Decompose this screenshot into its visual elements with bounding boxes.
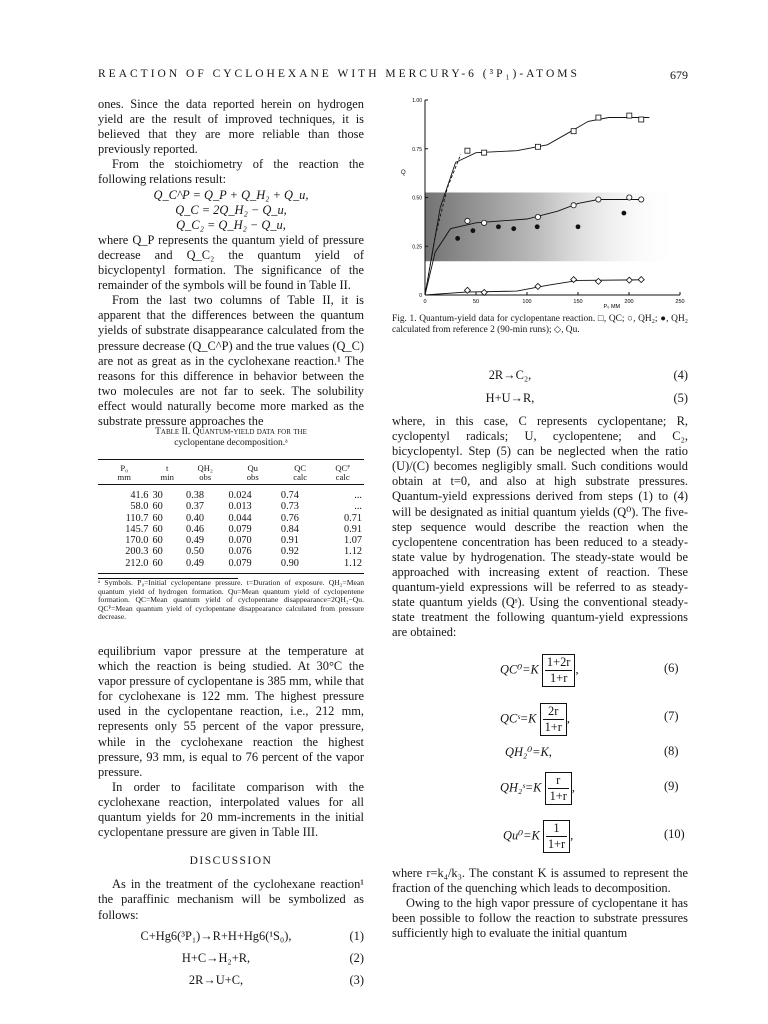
equation: Q_C = 2Q_H₂ − Q_u, bbox=[175, 202, 287, 217]
paragraph: where Q_P represents the quantum yield of pressure decrease and Q_C₂ the quantum yield of bicyclopentyl formation. The significance of the remainder of the symbols will be found in Table II. bbox=[98, 232, 364, 293]
qh2-point bbox=[535, 214, 540, 219]
data-table bbox=[98, 459, 364, 574]
right-column bbox=[392, 368, 688, 640]
equation-8 bbox=[505, 744, 552, 760]
equation-text: 2R→C₂, bbox=[488, 368, 532, 382]
qh2-reference-point bbox=[455, 236, 460, 241]
y-tick-label: 0.75 bbox=[412, 146, 422, 153]
column-header: QH₂ obs bbox=[184, 460, 227, 485]
qh2-reference-point bbox=[496, 224, 501, 229]
paragraph: where r=k₄/k₃. The constant K is assumed to represent the fraction of the quenching which leads to decomposition. bbox=[392, 866, 688, 896]
equation-number: (7) bbox=[664, 709, 679, 723]
column-header: QC calc bbox=[279, 460, 322, 485]
equation-lhs: QC⁰=K bbox=[500, 662, 539, 677]
fraction-denominator: 1+r bbox=[544, 720, 562, 734]
table-cell: 110.7 bbox=[125, 512, 149, 524]
paragraph: As in the treatment of the cyclohexane reaction¹ the paraffinic mechanism will be symbolized as follows: bbox=[98, 877, 364, 922]
equation-number: (5) bbox=[673, 391, 688, 405]
x-tick-label: 100 bbox=[522, 299, 532, 305]
y-tick-label: 0.50 bbox=[412, 195, 422, 202]
y-tick-label: 0 bbox=[419, 293, 422, 299]
equation-text: QH₂⁰=K, bbox=[505, 745, 552, 759]
qh2-point bbox=[627, 195, 632, 200]
equation-number: (10) bbox=[664, 827, 685, 841]
figure-caption: Fig. 1. Quantum-yield data for cyclopentane reaction. □, QC; ○, QH₂; ●, QH₂ calculated from reference 2 (90-min runs); ◇, Qu. bbox=[392, 314, 688, 335]
y-axis-label: Q bbox=[401, 170, 406, 177]
qc-point bbox=[571, 129, 576, 134]
qh2-reference-point bbox=[471, 228, 476, 233]
table-cell: 0.024 bbox=[228, 490, 252, 501]
qc-point bbox=[627, 113, 632, 118]
table-row bbox=[98, 501, 364, 512]
qu-point bbox=[638, 277, 644, 283]
table-cell: 0.73 bbox=[280, 501, 299, 513]
table-cell: 0.070 bbox=[228, 535, 252, 547]
equation-text: 2R→U+C, bbox=[188, 972, 244, 987]
running-header bbox=[98, 68, 688, 80]
table-row bbox=[98, 524, 364, 535]
y-tick-label: 0.25 bbox=[412, 244, 422, 251]
x-tick-label: 150 bbox=[573, 299, 583, 305]
equation: Q_C₂ = Q_H₂ − Q_u, bbox=[176, 217, 286, 232]
paragraph: where, in this case, C represents cyclopentane; R, cyclopentyl radicals; U, cyclopentene; and C₂, bicyclopentyl. Step (5) can be neglected when the ratio (U)/(C) becomes negligibly small. Such conditions would obtain at t=0, and also at high substrate pressures. Quantum-yield expressions derived from steps (1) to (4) will be designated as initial quantum yields (Q⁰). The five-step sequence would describe the reaction when the cyclopentene concentration has been reduced to a steady-state value by hydrogenation. The steady-state would be approached with increasing extent of reaction. These quantum-yield expressions will be referred to as steady-state quantum yields (Qˢ). Using the conventional steady-state treatment the following quantum-yield expressions are obtained: bbox=[392, 414, 688, 640]
qh2-point bbox=[571, 203, 576, 208]
paragraph: Owing to the high vapor pressure of cyclopentane it has been possible to follow the reaction to substrate pressures sufficiently high to evaluate the initial quantum bbox=[392, 896, 688, 941]
table-cell: 1.12 bbox=[321, 558, 364, 574]
table-cell: 0.076 bbox=[228, 546, 252, 558]
fraction-denominator: 1+r bbox=[549, 789, 567, 803]
table-cell: 60 bbox=[152, 512, 163, 524]
table-row bbox=[98, 513, 364, 524]
table-cell: 0.74 bbox=[280, 490, 299, 501]
table-cell: 0.37 bbox=[185, 501, 204, 513]
x-tick-label: 0 bbox=[423, 299, 427, 305]
qh2-reference-point bbox=[576, 224, 581, 229]
qh2-point bbox=[596, 197, 601, 202]
column-header: P₀ mm bbox=[98, 460, 150, 485]
equation-9: QH₂ˢ=K $\frac{r}{1+r}$ , bbox=[500, 773, 575, 803]
fraction-numerator: 1+2r bbox=[546, 655, 571, 669]
table-cell: 0.92 bbox=[280, 546, 299, 558]
qu-trend-line bbox=[425, 280, 644, 295]
table-cell: 0.044 bbox=[228, 512, 252, 524]
fraction-numerator: 2r bbox=[543, 704, 564, 720]
equation-number: (2) bbox=[349, 950, 364, 965]
qh2-point bbox=[639, 197, 644, 202]
page-number: 679 bbox=[670, 68, 688, 82]
qu-point bbox=[595, 278, 601, 284]
reaction-equation bbox=[392, 368, 688, 385]
fraction-numerator: 1 bbox=[546, 821, 567, 837]
equation-text: C+Hg6(³P₁)→R+H+Hg6(¹S₀), bbox=[140, 928, 292, 943]
qc-point bbox=[482, 150, 487, 155]
equation-text: H+U→R, bbox=[485, 391, 535, 405]
reaction-equation bbox=[392, 391, 688, 408]
table-cell: 0.46 bbox=[185, 523, 204, 535]
table-cell: 0.013 bbox=[228, 501, 252, 513]
fraction-denominator: 1+r bbox=[550, 671, 568, 685]
qu-point bbox=[535, 283, 541, 289]
equation-6: QC⁰=K $\frac{1+2r}{1+r}$ , bbox=[500, 655, 579, 685]
table-cell: 58.0 bbox=[130, 501, 149, 513]
table-cell: 0.38 bbox=[185, 490, 204, 501]
table-cell: 200.3 bbox=[125, 546, 149, 558]
table-cell: 60 bbox=[150, 558, 184, 574]
table-cell: 0.49 bbox=[185, 535, 204, 547]
x-tick-label: 250 bbox=[675, 299, 685, 305]
paragraph: ones. Since the data reported herein on hydrogen yield are the result of improved techniques, it is believed that they are more reliable than those previously reported. bbox=[98, 97, 364, 157]
equation-10: Qu⁰=K $\frac{1}{1+r}$ , bbox=[503, 821, 574, 851]
table-footnote: ᵃ Symbols. P₀=Initial cyclopentane pressure. t=Duration of exposure. QH₂=Mean quantum yield of hydrogen formation. Qu=Mean quantum yield of cyclopentene formation. QC=Mean quantum yield of cyclopentane disappearance=2QH₂−Qu. QCᴾ=Mean quantum yield of cyclopentane disappearance calculated from pressure decrease. bbox=[98, 578, 364, 622]
paragraph: In order to facilitate comparison with the cyclohexane reaction, interpolated values for all quantum yields for 20 mm-increments in the initial cyclopentane pressure are given in Table III. bbox=[98, 779, 364, 840]
equation-lhs: QH₂ˢ=K bbox=[500, 780, 542, 795]
reaction-equation bbox=[98, 929, 364, 946]
table-row bbox=[98, 535, 364, 546]
qc-point bbox=[596, 115, 601, 120]
table-cell: 60 bbox=[152, 523, 163, 535]
x-axis-label: P₀ MM bbox=[603, 304, 621, 310]
left-column-top bbox=[98, 97, 364, 429]
qh2-point bbox=[465, 218, 470, 223]
table-caption-line: Table II. Quantum-yield data for the bbox=[155, 427, 307, 437]
column-header: QCᴾ calc bbox=[321, 460, 364, 485]
table-cell: 60 bbox=[152, 501, 163, 513]
table-cell: 0.76 bbox=[280, 512, 299, 524]
qu-point bbox=[626, 277, 632, 283]
table-cell: 0.079 bbox=[228, 523, 252, 535]
table-cell: 0.91 bbox=[280, 535, 299, 547]
table-cell: 212.0 bbox=[98, 558, 150, 574]
equation-number: (8) bbox=[664, 744, 679, 758]
table-cell: 0.49 bbox=[184, 558, 227, 574]
table-cell: 0.71 bbox=[343, 512, 362, 524]
table-cell: 1.07 bbox=[343, 535, 362, 547]
qh2-reference-point bbox=[511, 226, 516, 231]
table-cell: ... bbox=[354, 490, 362, 501]
equation-number: (9) bbox=[664, 779, 679, 793]
equation-number: (1) bbox=[349, 928, 364, 943]
table-ii bbox=[98, 427, 364, 622]
figure-1 bbox=[395, 95, 690, 310]
table-cell: ... bbox=[354, 501, 362, 513]
figure-1-chart bbox=[395, 95, 690, 310]
qh2-reference-point bbox=[535, 224, 540, 229]
column-header: t min bbox=[150, 460, 184, 485]
qc-point bbox=[639, 117, 644, 122]
qh2-reference-point bbox=[622, 211, 627, 216]
equation-text: H+C→H₂+R, bbox=[181, 950, 251, 965]
table-cell: 0.90 bbox=[279, 558, 322, 574]
qh2-point bbox=[482, 220, 487, 225]
shaded-region bbox=[425, 193, 680, 262]
qc-point bbox=[535, 144, 540, 149]
y-tick-label: 1.00 bbox=[412, 98, 422, 104]
table-row bbox=[98, 558, 364, 574]
table-cell: 30 bbox=[152, 490, 163, 501]
table-caption-line: cyclopentane decomposition.ᵃ bbox=[174, 438, 288, 448]
table-cell: 60 bbox=[152, 546, 163, 558]
column-header: Qu obs bbox=[226, 460, 278, 485]
fraction-denominator: 1+r bbox=[547, 837, 566, 851]
equation: Q_C^P = Q_P + Q_H₂ + Q_u, bbox=[153, 187, 309, 202]
table-cell: 0.91 bbox=[343, 523, 362, 535]
table-cell: 0.40 bbox=[185, 512, 204, 524]
x-tick-label: 50 bbox=[472, 299, 480, 305]
qc-point bbox=[465, 148, 470, 153]
table-cell: 1.12 bbox=[343, 546, 362, 558]
table-row bbox=[98, 546, 364, 557]
fraction-numerator: r bbox=[548, 773, 569, 789]
right-column-bottom bbox=[392, 866, 688, 941]
table-cell: 0.84 bbox=[280, 523, 299, 535]
left-column-bottom bbox=[98, 644, 364, 990]
equation-number: (3) bbox=[349, 972, 364, 987]
table-row bbox=[98, 485, 364, 502]
reaction-equation bbox=[98, 951, 364, 968]
equation-7: QCˢ=K $\frac{2r}{1+r}$ , bbox=[500, 704, 570, 734]
x-tick-label: 200 bbox=[624, 299, 634, 305]
paragraph: From the stoichiometry of the reaction the following relations result: bbox=[98, 157, 364, 187]
paragraph: From the last two columns of Table II, it is apparent that the differences between the quantum yields of substrate disappearance calculated from the pressure decrease (Q_C^P) and the true values (Q_C) are not as great as in the cyclohexane reaction.¹ The reasons for this difference in behavior between the two molecules are not far to seek. The solubility effect would naturally become more marked as the substrate pressure approaches the bbox=[98, 293, 364, 428]
table-caption bbox=[98, 427, 364, 449]
table-cell: 145.7 bbox=[125, 523, 149, 535]
equation-lhs: Qu⁰=K bbox=[503, 828, 540, 843]
equation-number: (6) bbox=[664, 661, 679, 675]
section-heading: DISCUSSION bbox=[189, 855, 273, 868]
table-cell: 0.079 bbox=[226, 558, 278, 574]
table-cell: 0.50 bbox=[185, 546, 204, 558]
header-title: REACTION OF CYCLOHEXANE WITH MERCURY-6 (³P₁)-ATOMS bbox=[98, 68, 580, 80]
equation-number: (4) bbox=[673, 368, 688, 382]
equation-lhs: QCˢ=K bbox=[500, 711, 537, 726]
table-cell: 60 bbox=[152, 535, 163, 547]
table-cell: 170.0 bbox=[125, 535, 149, 547]
reaction-equation bbox=[98, 973, 364, 990]
paragraph: equilibrium vapor pressure at the temperature at which the reaction is being studied. At 30°C the vapor pressure of cyclopentane is 385 mm, while that for cyclohexane is 122 mm. The highest pressure used in the cyclopentane reaction, i.e., 212 mm, represents only 55 percent of the vapor pressure, while in the cyclohexane reaction the highest pressure, 93 mm, is equal to 76 percent of the vapor pressure. bbox=[98, 644, 364, 779]
table-cell: 41.6 bbox=[130, 490, 149, 501]
